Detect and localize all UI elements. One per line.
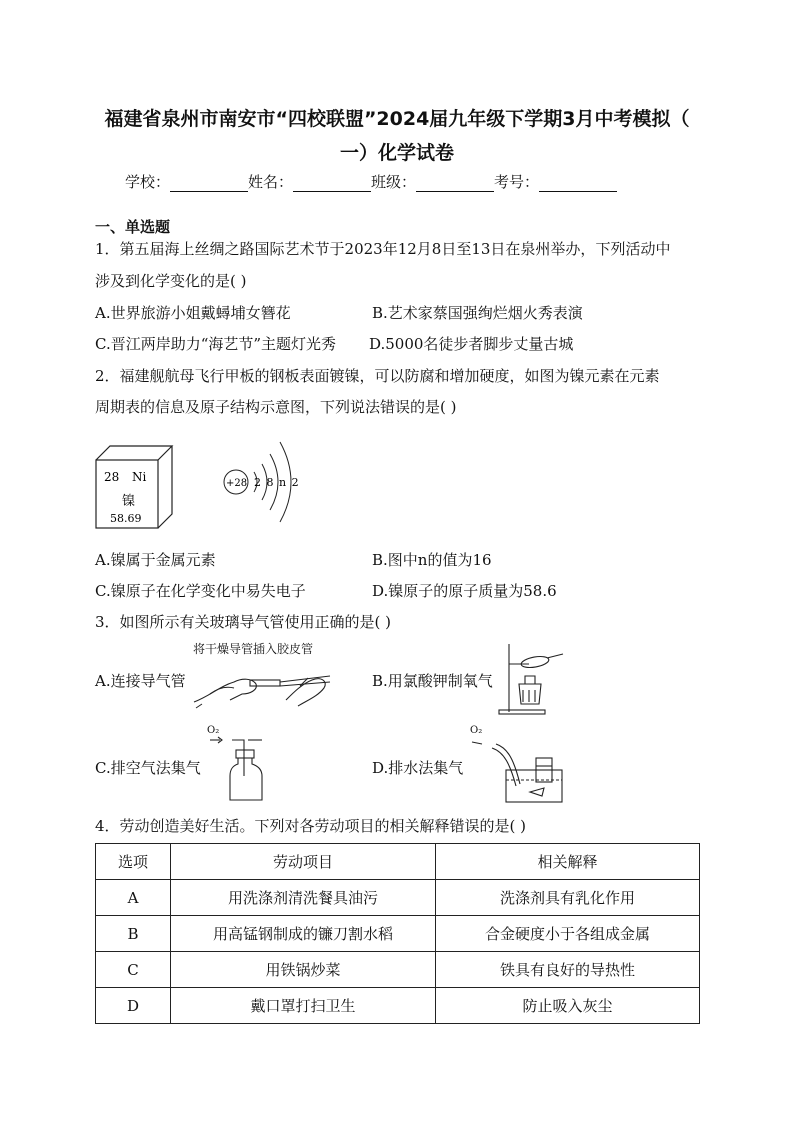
q1-option-b: B.艺术家蔡国强绚烂烟火秀表演 [372, 304, 583, 322]
q3-option-d: D.排水法集气 [372, 759, 464, 777]
q1-stem-line2: 涉及到化学变化的是( ) [95, 272, 247, 290]
q3-b-apparatus-figure [495, 640, 567, 716]
q2-figure [94, 434, 314, 534]
q1-stem-line1: 1．第五届海上丝绸之路国际艺术节于2023年12月8日至13日在泉州举办，下列活动中 [95, 240, 671, 258]
exam-title-line2: 一）化学试卷 [339, 142, 454, 164]
cell-explanation: 合金硬度小于各组成金属 [436, 916, 700, 952]
q3-d-trough-figure [470, 736, 570, 806]
school-blank [170, 177, 248, 192]
class-blank [416, 177, 494, 192]
q3-a-hands-figure [190, 656, 340, 710]
number-blank [539, 177, 617, 192]
table-header-row [96, 844, 700, 880]
exam-title-line1: 福建省泉州市南安市“四校联盟”2024届九年级下学期3月中考模拟（ [104, 108, 690, 130]
cell-project: 戴口罩打扫卫生 [171, 988, 436, 1024]
cell-project: 用洗涤剂清洗餐具油污 [171, 880, 436, 916]
cell-option: B [96, 916, 171, 952]
q2-stem-line2: 周期表的信息及原子结构示意图，下列说法错误的是( ) [95, 398, 457, 416]
q1-option-a: A.世界旅游小姐戴蟳埔女簪花 [95, 304, 291, 322]
table-row [96, 988, 700, 1024]
header-project: 劳动项目 [171, 844, 436, 880]
table-row [96, 916, 700, 952]
q3-option-b: B.用氯酸钾制氧气 [372, 672, 493, 690]
school-label: 学校： [125, 173, 171, 191]
cell-option: D [96, 988, 171, 1024]
q2-stem-line1: 2．福建舰航母飞行甲板的钢板表面镀镍，可以防腐和增加硬度，如图为镍元素在元素 [95, 367, 660, 385]
q3-stem: 3．如图所示有关玻璃导气管使用正确的是( ) [95, 613, 392, 631]
q4-stem: 4．劳动创造美好生活。下列对各劳动项目的相关解释错误的是( ) [95, 817, 527, 835]
q4-table [95, 843, 700, 1024]
atom-electron-shells: 2 8 n 2 [254, 476, 300, 489]
name-blank [293, 177, 371, 192]
cell-explanation: 铁具有良好的导热性 [436, 952, 700, 988]
cell-option: A [96, 880, 171, 916]
q3-d-gas-label: O₂ [470, 725, 483, 736]
cell-explanation: 防止吸入灰尘 [436, 988, 700, 1024]
cell-option: C [96, 952, 171, 988]
header-option: 选项 [96, 844, 171, 880]
q3-c-gas-label: O₂ [207, 725, 220, 736]
cell-project: 用高锰钢制成的镰刀割水稻 [171, 916, 436, 952]
element-name: 镍 [122, 494, 136, 509]
cell-project: 用铁锅炒菜 [171, 952, 436, 988]
q2-option-d: D.镍原子的原子质量为58.6 [372, 582, 557, 600]
q2-option-c: C.镍原子在化学变化中易失电子 [95, 582, 306, 600]
table-row [96, 952, 700, 988]
name-label: 姓名： [248, 173, 294, 191]
header-explanation: 相关解释 [436, 844, 700, 880]
element-mass: 58.69 [110, 512, 142, 525]
student-info-row [125, 171, 617, 192]
q3-a-caption: 将干燥导管插入胶皮管 [193, 642, 314, 656]
class-label: 班级： [371, 173, 417, 191]
q2-option-a: A.镍属于金属元素 [95, 551, 216, 569]
q3-option-a: A.连接导气管 [95, 672, 186, 690]
element-atomic-number: 28 [104, 470, 120, 484]
q1-option-d: D.5000名徒步者脚步丈量古城 [369, 335, 574, 353]
q1-option-c: C.晋江两岸助力“海艺节”主题灯光秀 [95, 335, 337, 353]
element-symbol: Ni [132, 470, 147, 484]
table-row [96, 880, 700, 916]
atom-nucleus-charge: +28 [226, 478, 248, 489]
q2-option-b: B.图中n的值为16 [372, 551, 492, 569]
section-heading: 一、单选题 [95, 218, 171, 236]
q3-c-bottle-figure [208, 736, 272, 804]
number-label: 考号： [494, 173, 540, 191]
q3-option-c: C.排空气法集气 [95, 759, 201, 777]
cell-explanation: 洗涤剂具有乳化作用 [436, 880, 700, 916]
